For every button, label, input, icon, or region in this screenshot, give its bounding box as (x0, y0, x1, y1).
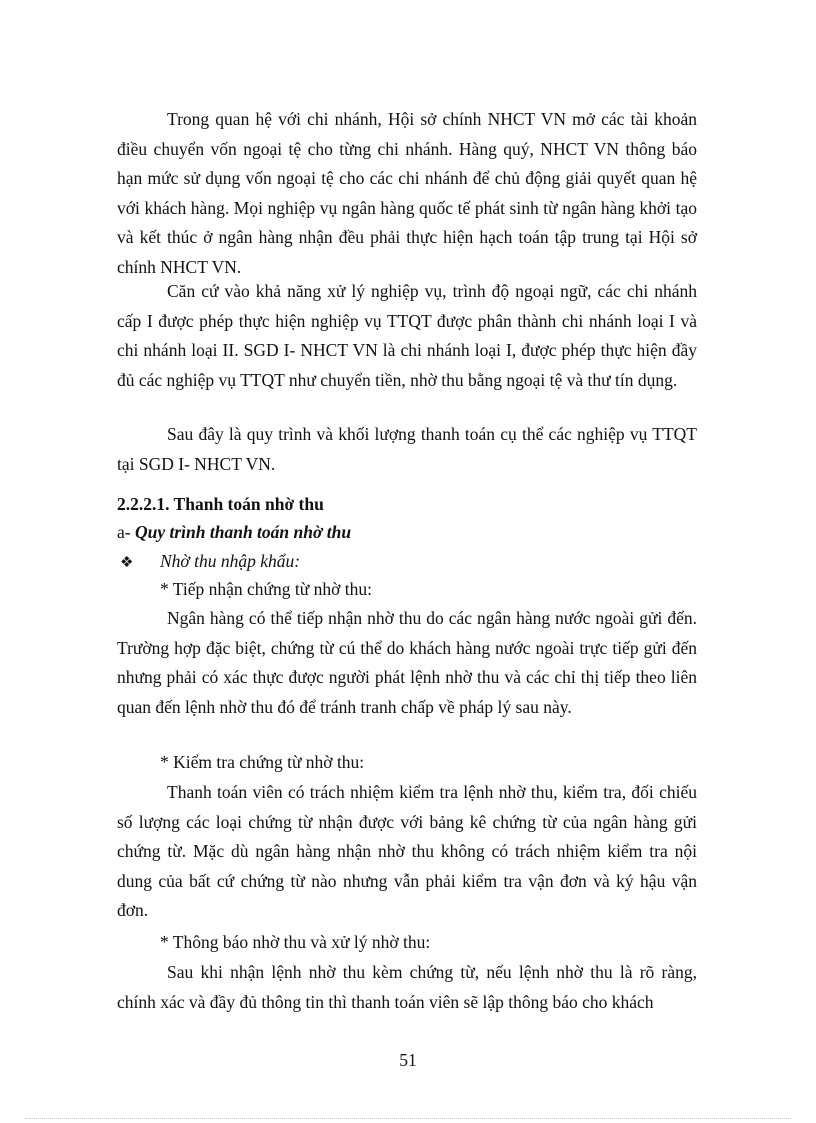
subsection-text: Quy trình thanh toán nhờ thu (134, 522, 352, 542)
paragraph-1: Trong quan hệ với chi nhánh, Hội sở chính NHCT VN mở các tài khoản điều chuyển vốn ngoại tệ cho từng chi nhánh. Hàng quý, NHCT VN thông báo hạn mức sử dụng vốn ngoại tệ cho các chi nhánh để chủ động giải quyết quan hệ với khách hàng. Mọi nghiệp vụ ngân hàng quốc tế phát sinh từ ngân hàng khởi tạo và kết thúc ở ngân hàng nhận đều phải thực hiện hạch toán tập trung tại Hội sở chính NHCT VN. (117, 109, 697, 277)
step-2-body: Thanh toán viên có trách nhiệm kiểm tra lệnh nhờ thu, kiểm tra, đối chiếu số lượng các loại chứng từ nhận được với bảng kê chứng từ của ngân hàng gửi chứng từ. Mặc dù ngân hàng nhận nhờ thu không có trách nhiệm kiểm tra nội dung của bất cứ chứng từ nào nhưng vẫn phải kiểm tra vận đơn và ký hậu vận đơn. (117, 782, 697, 920)
diamond-bullet-icon: ❖ (120, 555, 134, 571)
footer-divider (25, 1118, 791, 1119)
page-number: 51 (399, 1050, 417, 1070)
paragraph-3: Sau đây là quy trình và khối lượng thanh toán cụ thể các nghiệp vụ TTQT tại SGD I- NHCT VN. (117, 424, 697, 474)
step-2-title: * Kiểm tra chứng từ nhờ thu: (160, 752, 365, 772)
paragraph-2: Căn cứ vào khả năng xử lý nghiệp vụ, trình độ ngoại ngữ, các chi nhánh cấp I được phép thực hiện nghiệp vụ TTQT được phân thành chi nhánh loại I và chi nhánh loại II. SGD I- NHCT VN là chi nhánh loại I, được phép thực hiện đầy đủ các nghiệp vụ TTQT như chuyển tiền, nhờ thu bằng ngoại tệ và thư tín dụng. (117, 281, 697, 390)
step-1-body: Ngân hàng có thể tiếp nhận nhờ thu do các ngân hàng nước ngoài gửi đến. Trường hợp đặc biệt, chứng từ cú thể do khách hàng nước ngoài trực tiếp gửi đến nhưng phải có xác thực được người phát lệnh nhờ thu và các chỉ thị tiếp theo liên quan đến lệnh nhờ thu đó để tránh tranh chấp về pháp lý sau này. (117, 608, 697, 717)
step-3-body: Sau khi nhận lệnh nhờ thu kèm chứng từ, nếu lệnh nhờ thu là rõ ràng, chính xác và đầy đủ thông tin thì thanh toán viên sẽ lập thông báo cho khách (117, 962, 697, 1012)
subsection-title (117, 518, 351, 548)
bullet-text: Nhờ thu nhập khẩu: (160, 551, 301, 571)
step-3-title: * Thông báo nhờ thu và xử lý nhờ thu: (160, 932, 431, 952)
section-heading: 2.2.2.1. Thanh toán nhờ thu (117, 494, 324, 514)
bullet-item (120, 547, 300, 579)
step-1-title: * Tiếp nhận chứng từ nhờ thu: (160, 579, 372, 599)
subsection-prefix: a- (117, 522, 135, 542)
